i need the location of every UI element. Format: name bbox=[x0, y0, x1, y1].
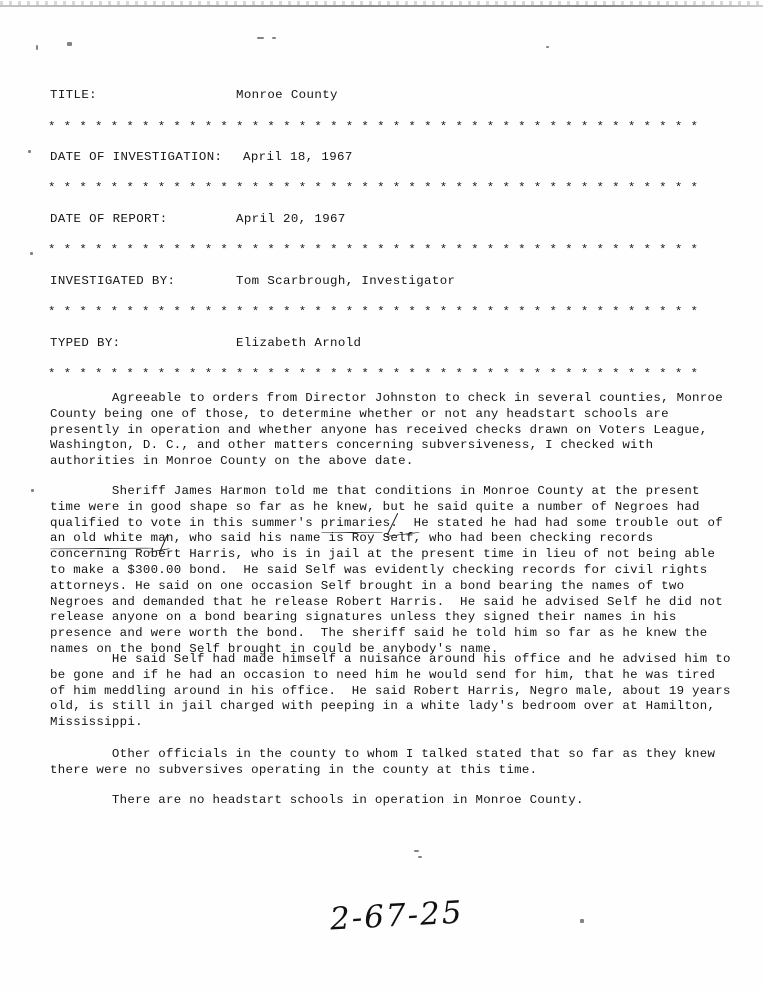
separator-line-4: * * * * * * * * * * * * * * * * * * * * * * * * * * * * * * * * * * * * * * * * * * bbox=[48, 305, 699, 319]
field-value-date-of-report: April 20, 1967 bbox=[236, 212, 346, 226]
body-paragraph-5: There are no headstart schools in operation in Monroe County. bbox=[50, 793, 584, 807]
field-label-investigated-by: INVESTIGATED BY: bbox=[50, 274, 176, 288]
field-row-date-of-investigation bbox=[50, 150, 730, 166]
field-row-date-of-report bbox=[50, 212, 730, 228]
field-value-typed-by: Elizabeth Arnold bbox=[236, 336, 362, 350]
separator-line-2: * * * * * * * * * * * * * * * * * * * * * * * * * * * * * * * * * * * * * * * * * * bbox=[48, 181, 699, 195]
separator-line-3: * * * * * * * * * * * * * * * * * * * * * * * * * * * * * * * * * * * * * * * * * * bbox=[48, 243, 699, 257]
separator-line-5: * * * * * * * * * * * * * * * * * * * * * * * * * * * * * * * * * * * * * * * * * * bbox=[48, 367, 699, 381]
body-paragraph-4: Other officials in the county to whom I talked stated that so far as they knew there were no subversives operating in the county at this time. bbox=[50, 747, 724, 777]
field-label-title: TITLE: bbox=[50, 88, 98, 102]
field-value-investigated-by: Tom Scarbrough, Investigator bbox=[236, 274, 456, 288]
body-paragraph-3: He said Self had made himself a nuisance around his office and he advised him to be gone and if he had an occasion to need him he would send for him, that he was tired of him meddling around in his office. He said Robert Harris, Negro male, about 19 years old, is still in jail charged with peeping in a white lady's bedroom over at Hamilton, Mississippi. bbox=[50, 652, 739, 730]
handwritten-case-number: 2-67-25 bbox=[329, 894, 465, 938]
field-row-title bbox=[50, 88, 730, 104]
field-label-date-of-report: DATE OF REPORT: bbox=[50, 212, 168, 226]
field-row-investigated-by bbox=[50, 274, 730, 290]
field-label-date-of-investigation: DATE OF INVESTIGATION: bbox=[50, 150, 223, 164]
body-paragraph-2: Sheriff James Harmon told me that conditions in Monroe County at the present time were in good shape so far as he knew, but he said quite a number of Negroes had qualified to vote in this summer's primaries. He stated he had had some trouble out of an old white man, who said his name is Roy Self, who had been checking records concerning Robert Harris, who is in jail at the present time in lieu of not being able to make a $300.00 bond. He said Self was evidently checking records for civil rights attorneys. He said on one occasion Self brought in a bond bearing the names of two Negroes and demanded that he release Robert Harris. He said he advised Self he did not release anyone on a bond bearing signatures unless they signed their names in his presence and were worth the bond. The sheriff said he told him so far as he knew the names on the bond Self brought in could be anybody's name. bbox=[50, 484, 731, 656]
field-value-date-of-investigation: April 18, 1967 bbox=[243, 150, 353, 164]
body-paragraph-1: Agreeable to orders from Director Johnston to check in several counties, Monroe County being one of those, to determine whether or not any headstart schools are presently in operation and whether anyone has received checks drawn on Voters League, Washington, D. C., and other matters concerning subversiveness, I checked with authorities in Monroe County on the above date. bbox=[50, 391, 731, 469]
field-label-typed-by: TYPED BY: bbox=[50, 336, 121, 350]
field-value-title: Monroe County bbox=[236, 88, 338, 102]
separator-line-1: * * * * * * * * * * * * * * * * * * * * * * * * * * * * * * * * * * * * * * * * * * bbox=[48, 120, 699, 134]
field-row-typed-by bbox=[50, 336, 730, 352]
